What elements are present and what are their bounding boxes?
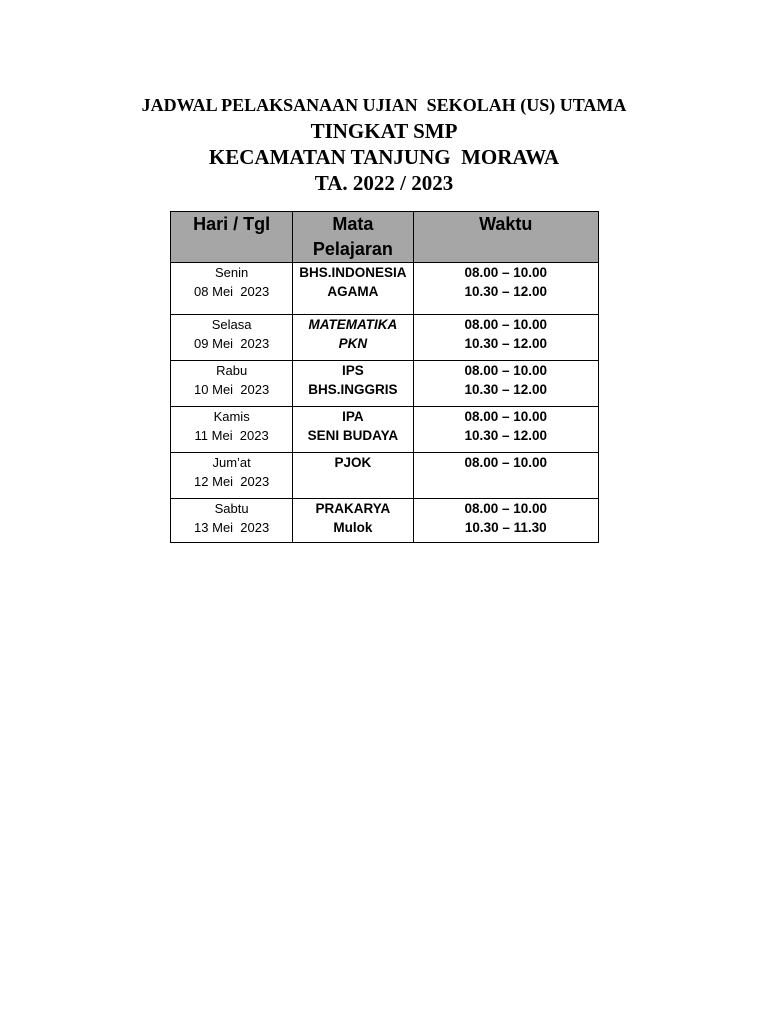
subject-cell	[293, 453, 413, 499]
day-cell	[171, 315, 293, 361]
subject-name: SENI BUDAYA	[307, 428, 399, 443]
time-slot: 08.00 – 10.00	[464, 363, 548, 378]
time-slot: 08.00 – 10.00	[464, 501, 548, 516]
subject-name: MATEMATIKA	[308, 317, 398, 332]
subject-cell	[293, 361, 413, 407]
time-slot: 10.30 – 12.00	[464, 336, 548, 351]
time-slot: 08.00 – 10.00	[464, 317, 548, 332]
subject-name: BHS.INDONESIA	[299, 265, 407, 280]
table-row	[171, 407, 599, 453]
district-title: KECAMATAN TANJUNG MORAWA	[208, 145, 560, 169]
day-name: Selasa	[211, 317, 252, 332]
time-slot: 10.30 – 12.00	[464, 382, 548, 397]
exam-date: 10 Mei 2023	[194, 382, 270, 397]
time-slot: 08.00 – 10.00	[464, 409, 548, 424]
time-cell	[413, 263, 598, 315]
day-name: Senin	[215, 265, 249, 280]
subject-name: IPA	[342, 409, 364, 424]
time-slot: 10.30 – 12.00	[464, 428, 548, 443]
exam-schedule-table	[170, 211, 599, 543]
subject-name: PRAKARYA	[315, 501, 391, 516]
table-header-row	[171, 212, 599, 263]
time-cell	[413, 315, 598, 361]
subject-name: PKN	[338, 336, 368, 351]
exam-date: 11 Mei 2023	[194, 428, 269, 443]
academic-year-title: TA. 2022 / 2023	[314, 171, 454, 195]
day-cell	[171, 263, 293, 315]
exam-date: 09 Mei 2023	[194, 336, 270, 351]
subject-cell	[293, 263, 413, 315]
day-name: Sabtu	[214, 501, 249, 516]
exam-date: 08 Mei 2023	[194, 284, 270, 299]
subject-name: BHS.INGGRIS	[308, 382, 398, 397]
time-slot: 10.30 – 11.30	[464, 520, 547, 535]
subject-name: PJOK	[334, 455, 372, 470]
day-cell	[171, 453, 293, 499]
time-cell	[413, 453, 598, 499]
time-slot: 08.00 – 10.00	[464, 265, 548, 280]
school-level-title: TINGKAT SMP	[310, 119, 458, 143]
day-cell	[171, 499, 293, 543]
day-name: Jum’at	[212, 455, 251, 470]
subject-name: AGAMA	[327, 284, 379, 299]
time-cell	[413, 499, 598, 543]
document-header	[0, 92, 768, 196]
table-row	[171, 263, 599, 315]
time-slot: 08.00 – 10.00	[464, 455, 548, 470]
subject-cell	[293, 407, 413, 453]
document-title: JADWAL PELAKSANAAN UJIAN SEKOLAH (US) UTAMA	[141, 95, 627, 115]
day-cell	[171, 407, 293, 453]
header-time: Waktu	[413, 212, 598, 263]
time-slot: 10.30 – 12.00	[464, 284, 548, 299]
subject-name: IPS	[342, 363, 364, 378]
subject-cell	[293, 499, 413, 543]
table-row	[171, 499, 599, 543]
day-name: Rabu	[216, 363, 248, 378]
table-row	[171, 453, 599, 499]
subject-cell	[293, 315, 413, 361]
exam-date: 12 Mei 2023	[194, 474, 270, 489]
header-day-date: Hari / Tgl	[171, 212, 293, 263]
time-cell	[413, 361, 598, 407]
subject-name: Mulok	[333, 520, 373, 535]
exam-date: 13 Mei 2023	[194, 520, 270, 535]
table-row	[171, 361, 599, 407]
table-row	[171, 315, 599, 361]
day-name: Kamis	[213, 409, 250, 424]
header-subject: Mata Pelajaran	[293, 212, 413, 263]
time-cell	[413, 407, 598, 453]
day-cell	[171, 361, 293, 407]
